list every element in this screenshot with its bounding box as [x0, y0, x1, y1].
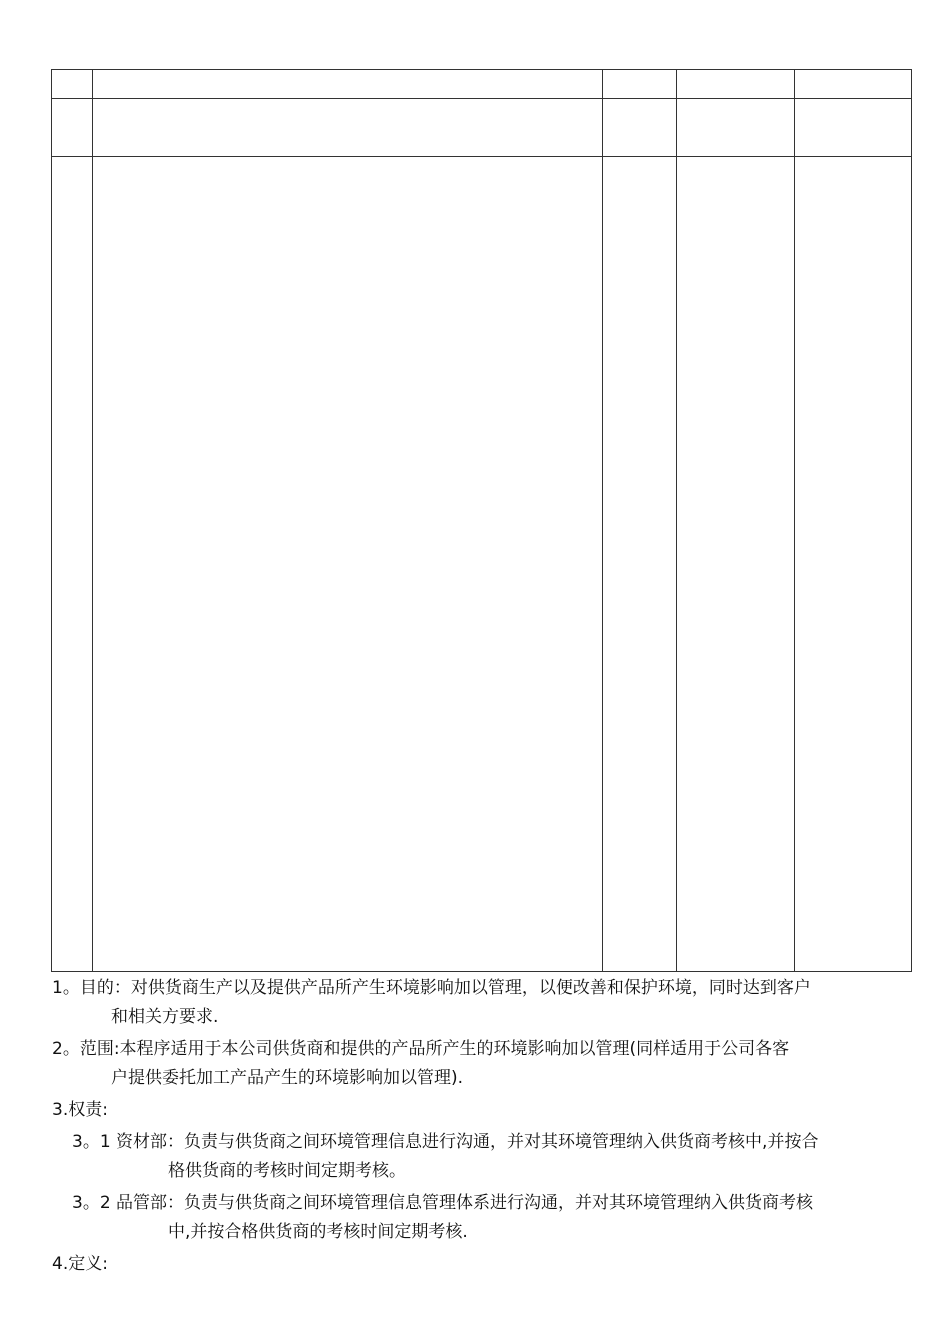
table-cell [795, 70, 912, 99]
section-responsibilities [52, 1096, 914, 1125]
section-line: 中,并按合格供货商的考核时间定期考核. [168, 1222, 468, 1242]
section-quality-dept [52, 1189, 914, 1247]
section-line: 2。范围:本程序适用于本公司供货商和提供的产品所产生的环境影响加以管理(同样适用于公司各客 [52, 1039, 790, 1059]
section-heading: 3.权责: [52, 1100, 108, 1120]
table-row [52, 99, 912, 157]
document-header-table [51, 69, 912, 972]
table-header-row [52, 70, 912, 99]
document-body [52, 974, 914, 1279]
table-cell [795, 99, 912, 157]
section-line: 户提供委托加工产品产生的环境影响加以管理). [111, 1068, 464, 1088]
table-cell [603, 99, 677, 157]
table-cell [93, 70, 603, 99]
table-cell [677, 157, 795, 972]
table-cell [677, 70, 795, 99]
section-definitions [52, 1250, 914, 1279]
table-cell [93, 99, 603, 157]
section-heading: 4.定义: [52, 1254, 108, 1274]
section-line: 3。1 资材部：负责与供货商之间环境管理信息进行沟通，并对其环境管理纳入供货商考核中,并按合 [72, 1132, 819, 1152]
section-scope [52, 1035, 914, 1093]
table-row [52, 157, 912, 972]
section-line: 1。目的：对供货商生产以及提供产品所产生环境影响加以管理，以便改善和保护环境，同时达到客户 [52, 978, 811, 998]
table-cell [52, 99, 93, 157]
table-cell [93, 157, 603, 972]
table-cell [677, 99, 795, 157]
section-materials-dept [52, 1128, 914, 1186]
table-cell [52, 70, 93, 99]
section-line: 和相关方要求. [111, 1007, 219, 1027]
section-purpose [52, 974, 914, 1032]
section-line: 3。2 品管部：负责与供货商之间环境管理信息管理体系进行沟通，并对其环境管理纳入供货商考核 [72, 1193, 814, 1213]
table-cell [52, 157, 93, 972]
section-line: 格供货商的考核时间定期考核。 [168, 1161, 406, 1181]
table-cell [795, 157, 912, 972]
table-cell [603, 70, 677, 99]
table-cell [603, 157, 677, 972]
